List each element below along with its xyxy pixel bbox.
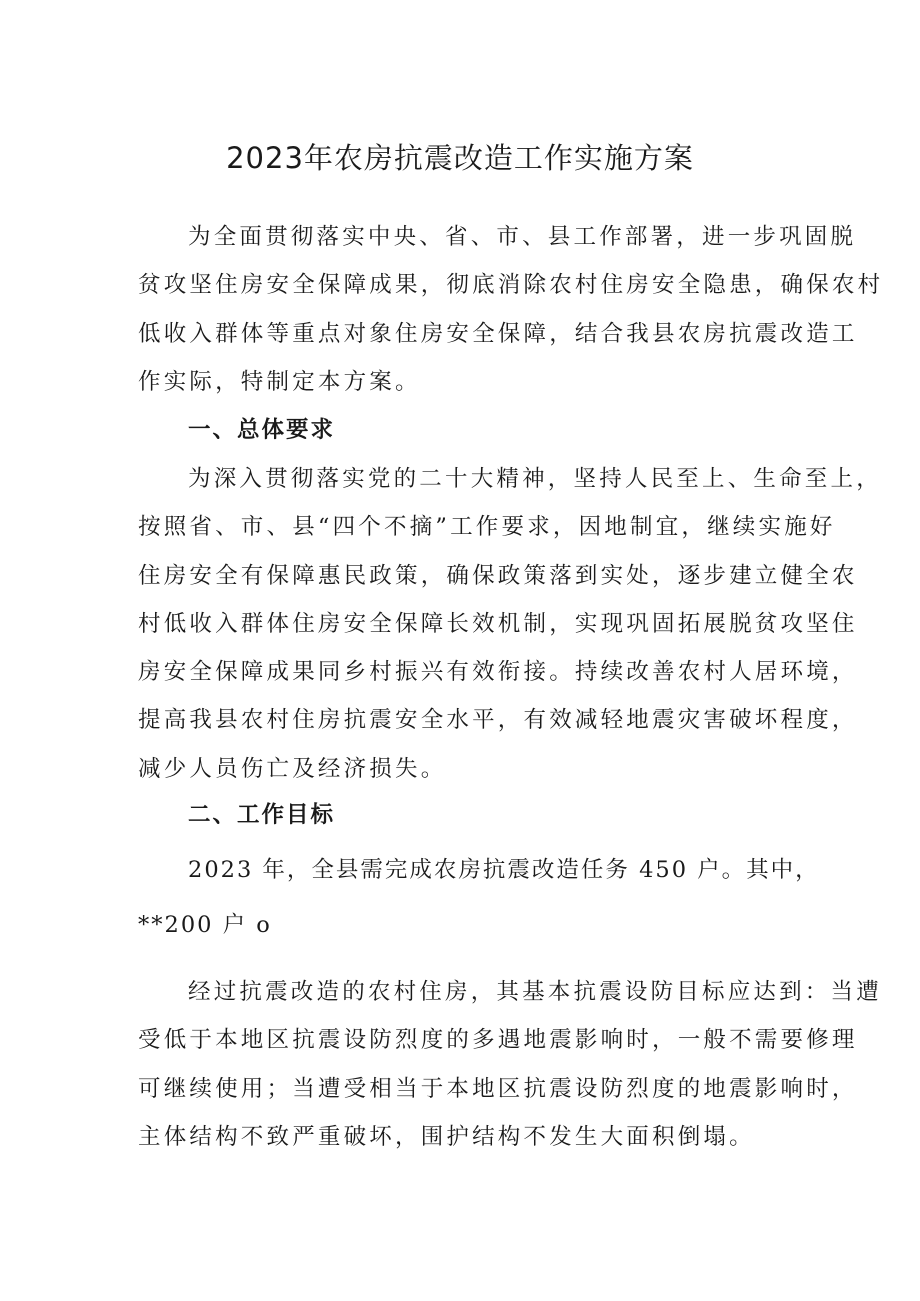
document-title: 2023年农房抗震改造工作实施方案 bbox=[226, 141, 694, 175]
section1-line: 减少人员伤亡及经济损失。 bbox=[138, 756, 447, 782]
section1-line: 房安全保障成果同乡村振兴有效衔接。持续改善农村人居环境， bbox=[138, 659, 858, 685]
section2-line: 可继续使用；当遭受相当于本地区抗震设防烈度的地震影响时， bbox=[138, 1076, 858, 1102]
section2-line: 主体结构不致严重破坏，围护结构不发生大面积倒塌。 bbox=[138, 1124, 755, 1150]
intro-line: 贫攻坚住房安全保障成果，彻底消除农村住房安全隐患，确保农村 bbox=[138, 272, 884, 298]
section2-subtarget-line: **200 户 o bbox=[138, 912, 272, 938]
section1-line: 为深入贯彻落实党的二十大精神，坚持人民至上、生命至上， bbox=[188, 466, 882, 492]
section2-target-line: 2023 年，全县需完成农房抗震改造任务 450 户。其中， bbox=[188, 857, 820, 883]
section-heading-1: 一、总体要求 bbox=[188, 417, 336, 443]
section1-line: 提高我县农村住房抗震安全水平，有效减轻地震灾害破坏程度， bbox=[138, 707, 858, 733]
intro-line: 为全面贯彻落实中央、省、市、县工作部署，进一步巩固脱 bbox=[188, 224, 857, 250]
section2-line: 经过抗震改造的农村住房，其基本抗震设防目标应达到：当遭 bbox=[188, 979, 882, 1005]
section2-line: 受低于本地区抗震设防烈度的多遇地震影响时，一般不需要修理 bbox=[138, 1027, 858, 1053]
intro-line: 低收入群体等重点对象住房安全保障，结合我县农房抗震改造工 bbox=[138, 321, 858, 347]
section-heading-2: 二、工作目标 bbox=[188, 802, 336, 828]
intro-line: 作实际，特制定本方案。 bbox=[138, 369, 421, 395]
section1-line: 村低收入群体住房安全保障长效机制，实现巩固拓展脱贫攻坚住 bbox=[138, 611, 858, 637]
section1-line: 按照省、市、县“四个不摘”工作要求，因地制宜，继续实施好 bbox=[138, 514, 836, 540]
section1-line: 住房安全有保障惠民政策，确保政策落到实处，逐步建立健全农 bbox=[138, 563, 858, 589]
